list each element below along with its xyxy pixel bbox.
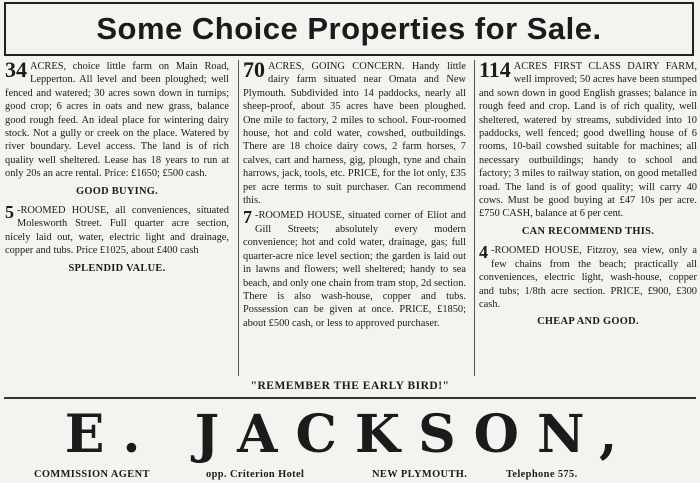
agent-location: opp. Criterion Hotel bbox=[206, 469, 305, 480]
column-3 bbox=[474, 57, 697, 376]
listing-text: -ROOMED HOUSE, situated corner of Eliot and Gill Streets; absolutely every modern convenience; hot and cold water, drainage, gas; full quarter-acre nice level section; the garden is laid out in lawns and flowers; well sheltered; handy to sea beach, and only one chain from tram stop, 2d section. There is also wash-house, copper and tubs. Possession can be given at once. PRICE, £1850; about £500 cash, or less to approved purchaser. bbox=[243, 210, 466, 329]
listing-114-acres bbox=[479, 57, 697, 221]
agent-phone: Telephone 575. bbox=[506, 469, 578, 480]
listing-text: -ROOMED HOUSE, all conveniences, situated Molesworth Street. Full quarter acre section, nicely laid out, water, electric light and drainage, copper and tubs. Price £1025, about £400 cash bbox=[5, 205, 229, 257]
listing-5-roomed-house bbox=[5, 204, 229, 258]
agent-name: E. JACKSON, bbox=[64, 404, 636, 465]
slogan: "REMEMBER THE EARLY BIRD!" bbox=[250, 380, 450, 392]
listing-number: 34 bbox=[5, 57, 27, 82]
column-1 bbox=[5, 57, 233, 376]
page-title: Some Choice Properties for Sale. bbox=[96, 11, 602, 46]
divider-rule bbox=[4, 397, 696, 399]
listing-number: 70 bbox=[243, 57, 265, 82]
listing-text: ACRES, choice little farm on Main Road, Lepperton. All level and been ploughed; well fenced and watered; 30 acres sown down in turnips; good crop; 6 acres in oats and new grass, balance good rough feed. An ideal place for wintering dairy stock. Not a gully or creek on the place. Watered by river boundary. Level access. The land is of rich quality well sheltered. Lease has 18 years to run at only 20s an acre rental. Price: £1650; £500 cash. bbox=[5, 61, 229, 180]
listing-text: ACRES FIRST CLASS DAIRY FARM, well improved; 50 acres have been stumped and sown down in good English grasses; balance in rough feed and crop. Land is of rich quality, well sheltered, watered by streams, subdivided into 10 paddocks, well fenced; good dwelling house of 6 rooms, 10-bail cowshed suitable for machines; all necessary outbuildings; handy to school and factory; 3 miles to railway station, on good metalled road. The land is of good quality; will carry 40 cows. Must be good buying at £47 10s per acre. £750 CASH, balance at 6 per cent. bbox=[479, 61, 697, 220]
listing-70-acres bbox=[243, 57, 466, 207]
header-box bbox=[4, 2, 694, 56]
agent-town: NEW PLYMOUTH. bbox=[372, 469, 468, 480]
listing-7-roomed-house bbox=[243, 209, 466, 330]
listing-34-acres bbox=[5, 57, 229, 181]
column-2 bbox=[238, 57, 470, 376]
listing-tagline: GOOD BUYING. bbox=[75, 185, 159, 197]
listing-text: ACRES, GOING CONCERN. Handy little dairy farm situated near Omata and New Plymouth. Subdivided into 14 paddocks, nearly all sheep-proof, about 35 acres have been ploughed. One mile to factory, 2 miles to school. Four-roomed house, hot and cold water, cowshed, outbuildings. There are 18 choice dairy cows, 2 farm horses, 7 calves, cart and harness, gig, plough, tyne and chain harrows, jack, tools, etc. PRICE, for the lot only, £35 per acre terms to suit purchaser. Can recommend this. bbox=[243, 61, 466, 207]
listing-text: -ROOMED HOUSE, Fitzroy, sea view, only a few chains from the beach; practically all conveniences, electric light, wash-house, copper and tubs; 1/8th acre section. PRICE, £900, £300 cash. bbox=[479, 245, 697, 310]
agent-role: COMMISSION AGENT bbox=[34, 469, 150, 480]
listing-number: 5 bbox=[5, 202, 14, 223]
listing-number: 114 bbox=[479, 57, 511, 82]
listing-4-roomed-house bbox=[479, 244, 697, 311]
listing-number: 4 bbox=[479, 242, 488, 263]
listing-tagline: SPLENDID VALUE. bbox=[68, 262, 166, 274]
listing-number: 7 bbox=[243, 207, 252, 228]
listing-tagline: CAN RECOMMEND THIS. bbox=[521, 225, 655, 237]
listing-tagline: CHEAP AND GOOD. bbox=[537, 316, 639, 328]
